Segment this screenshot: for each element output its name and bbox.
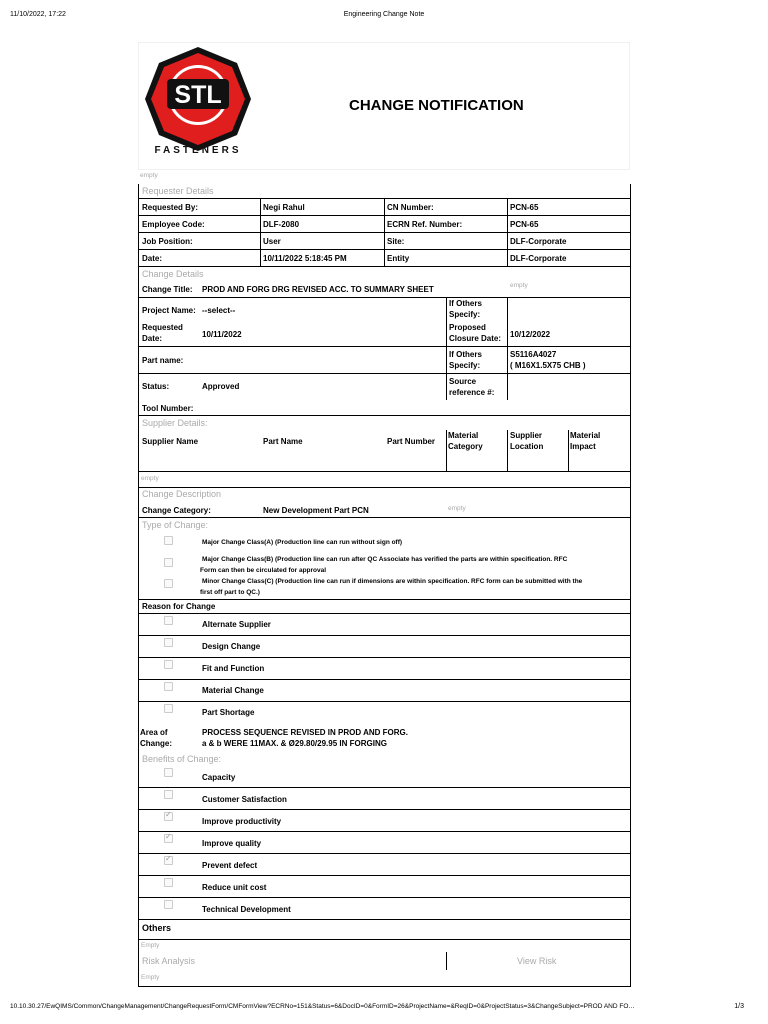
area-label-1: Area of xyxy=(140,728,168,737)
row-tool-number xyxy=(139,400,630,416)
area-value-2: a & b WERE 11MAX. & Ø29.80/29.95 IN FORGING xyxy=(202,739,387,748)
part-name-label: Part name: xyxy=(142,356,184,365)
empty-label: Empty xyxy=(141,974,160,981)
job-position-value: User xyxy=(263,237,281,246)
type-class-c-checkbox[interactable] xyxy=(164,579,173,588)
reason-item xyxy=(139,614,630,636)
row-change-title xyxy=(139,281,630,298)
reason-design-change-label: Design Change xyxy=(202,642,261,651)
reason-item xyxy=(139,680,630,702)
source-reference-label: Source reference #: xyxy=(449,377,495,397)
print-page-title: Engineering Change Note xyxy=(343,11,425,18)
benefit-item xyxy=(139,832,630,854)
benefit-prevent-defect-checkbox[interactable] xyxy=(164,856,173,865)
change-title-value: PROD AND FORG DRG REVISED ACC. TO SUMMARY SHEET xyxy=(202,285,434,294)
ecrn-label: ECRN Ref. Number: xyxy=(387,220,463,229)
print-page-number: 1/3 xyxy=(734,1003,744,1010)
benefit-prevent-defect-label: Prevent defect xyxy=(202,861,258,870)
benefit-item xyxy=(139,766,630,788)
closure-date-value: 10/12/2022 xyxy=(510,330,551,339)
empty-label: empty xyxy=(510,282,528,289)
reason-item xyxy=(139,636,630,658)
row-change-category xyxy=(139,501,630,518)
risk-row xyxy=(139,950,630,974)
view-risk-link[interactable]: View Risk xyxy=(517,956,557,966)
benefit-capacity-label: Capacity xyxy=(202,773,236,782)
benefit-unit-cost-checkbox[interactable] xyxy=(164,878,173,887)
logo-subtext: FASTENERS xyxy=(154,145,242,156)
empty-label: Empty xyxy=(141,942,160,949)
section-supplier: Supplier Details: xyxy=(142,418,208,428)
part-spec-value: ( M16X1.5X75 CHB ) xyxy=(510,361,586,370)
empty-label: empty xyxy=(141,475,159,482)
type-class-b-label-2: Form can then be circulated for approval xyxy=(200,567,327,574)
type-class-c-label-2: first off part to QC.) xyxy=(200,589,260,596)
area-label-2: Change: xyxy=(140,739,172,748)
type-class-b-label: Major Change Class(B) (Production line can run after QC Associate has verified the parts are within specification. RFC xyxy=(202,556,568,563)
benefit-technical-label: Technical Development xyxy=(202,905,291,914)
change-form xyxy=(138,184,631,987)
benefit-item xyxy=(139,788,630,810)
entity-label: Entity xyxy=(387,254,410,263)
reason-alternate-supplier-checkbox[interactable] xyxy=(164,616,173,625)
type-class-b-checkbox[interactable] xyxy=(164,558,173,567)
col-part-name: Part Name xyxy=(263,437,303,446)
row-area-of-change xyxy=(139,724,630,752)
type-of-change-group xyxy=(139,532,630,600)
site-value: DLF-Corporate xyxy=(510,237,567,246)
reason-fit-function-label: Fit and Function xyxy=(202,664,265,673)
section-others xyxy=(139,920,630,940)
status-label: Status: xyxy=(142,382,170,391)
row-part-name xyxy=(139,347,630,374)
logo-text: STL xyxy=(174,81,222,109)
benefit-quality-label: Improve quality xyxy=(202,839,262,848)
employee-code-value: DLF-2080 xyxy=(263,220,300,229)
section-benefits: Benefits of Change: xyxy=(142,754,222,764)
reason-part-shortage-label: Part Shortage xyxy=(202,708,255,717)
benefit-item xyxy=(139,854,630,876)
benefit-item xyxy=(139,876,630,898)
job-position-label: Job Position: xyxy=(142,237,193,246)
benefit-quality-checkbox[interactable] xyxy=(164,834,173,843)
benefit-capacity-checkbox[interactable] xyxy=(164,768,173,777)
project-name-select[interactable]: --select-- xyxy=(202,306,236,315)
col-supplier-location: Supplier Location xyxy=(510,431,544,451)
type-class-a-checkbox[interactable] xyxy=(164,536,173,545)
benefit-technical-checkbox[interactable] xyxy=(164,900,173,909)
closure-date-label: Proposed Closure Date: xyxy=(449,323,502,343)
site-label: Site: xyxy=(387,237,405,246)
risk-analysis-label: Risk Analysis xyxy=(142,956,196,966)
tool-number-label: Tool Number: xyxy=(142,404,194,413)
col-material-category: Material Category xyxy=(448,431,483,451)
entity-value: DLF-Corporate xyxy=(510,254,567,263)
requested-by-label: Requested By: xyxy=(142,203,199,212)
stl-logo xyxy=(139,43,257,161)
reason-design-change-checkbox[interactable] xyxy=(164,638,173,647)
change-category-label: Change Category: xyxy=(142,506,211,515)
reason-item xyxy=(139,658,630,680)
benefit-unit-cost-label: Reduce unit cost xyxy=(202,883,267,892)
cn-number-value: PCN-65 xyxy=(510,203,539,212)
col-part-number: Part Number xyxy=(387,437,436,446)
part-code-value: S5116A4027 xyxy=(510,350,557,359)
print-timestamp: 11/10/2022, 17:22 xyxy=(10,11,66,18)
type-class-a-label: Major Change Class(A) (Production line can run without sign off) xyxy=(202,539,403,546)
supplier-table-header xyxy=(139,430,630,472)
reason-part-shortage-checkbox[interactable] xyxy=(164,704,173,713)
col-supplier-name: Supplier Name xyxy=(142,437,199,446)
empty-label: empty xyxy=(448,505,466,512)
reason-item xyxy=(139,702,630,724)
date-value: 10/11/2022 5:18:45 PM xyxy=(263,254,347,263)
if-others-label: If Others Specify: xyxy=(449,299,482,319)
print-url: 10.10.30.27/EwQIMS/Common/ChangeManagement/ChangeRequestForm/CMFormView?ECRNo=151&Status=6&DocID=0&FormID=26&ProjectName=&ReqID=0&ProjectStatus=3&ChangeSubject=PROD AND FO… xyxy=(10,1003,635,1010)
row-project-name xyxy=(139,298,630,324)
reason-material-change-checkbox[interactable] xyxy=(164,682,173,691)
reason-fit-function-checkbox[interactable] xyxy=(164,660,173,669)
if-others-2-label: If Others Specify: xyxy=(449,350,482,370)
benefit-productivity-checkbox[interactable] xyxy=(164,812,173,821)
change-title-label: Change Title: xyxy=(142,285,193,294)
ecrn-value: PCN-65 xyxy=(510,220,539,229)
empty-label: empty xyxy=(140,172,158,179)
area-value-1: PROCESS SEQUENCE REVISED IN PROD AND FORG. xyxy=(202,728,408,737)
logo-header xyxy=(138,42,630,170)
type-class-c-label: Minor Change Class(C) (Production line can run if dimensions are within specification. RFC form can be submitted with the xyxy=(202,578,583,585)
requested-date-label: Requested Date: xyxy=(142,323,183,343)
date-label: Date: xyxy=(142,254,163,263)
section-requester: Requester Details xyxy=(139,184,630,199)
change-category-value: New Development Part PCN xyxy=(263,506,369,515)
others-title: Others xyxy=(142,923,172,933)
requested-by-value: Negi Rahul xyxy=(263,203,305,212)
benefit-productivity-label: Improve productivity xyxy=(202,817,282,826)
reason-alternate-supplier-label: Alternate Supplier xyxy=(202,620,271,629)
row-requested-date xyxy=(139,324,630,347)
benefit-item xyxy=(139,898,630,920)
requested-date-value: 10/11/2022 xyxy=(202,330,242,339)
project-name-label: Project Name: xyxy=(142,306,196,315)
col-material-impact: Material Impact xyxy=(570,431,601,451)
benefit-item xyxy=(139,810,630,832)
row-status xyxy=(139,374,630,400)
page-title: CHANGE NOTIFICATION xyxy=(349,97,524,114)
section-change-details: Change Details xyxy=(142,269,204,279)
reason-material-change-label: Material Change xyxy=(202,686,264,695)
section-change-description: Change Description xyxy=(142,489,222,499)
status-value: Approved xyxy=(202,382,240,391)
benefit-customer-satisfaction-label: Customer Satisfaction xyxy=(202,795,287,804)
benefit-customer-satisfaction-checkbox[interactable] xyxy=(164,790,173,799)
employee-code-label: Employee Code: xyxy=(142,220,205,229)
cn-number-label: CN Number: xyxy=(387,203,434,212)
reason-title: Reason for Change xyxy=(142,602,216,611)
section-reason xyxy=(139,600,630,614)
section-type-of-change: Type of Change: xyxy=(142,520,209,530)
